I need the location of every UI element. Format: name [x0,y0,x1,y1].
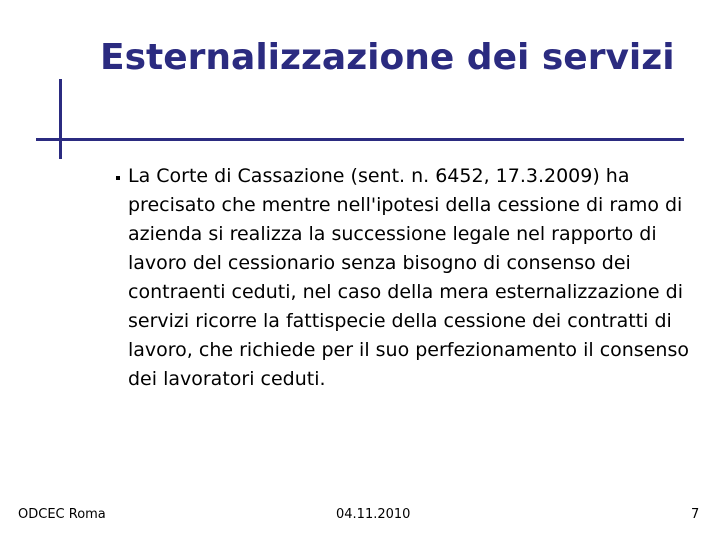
slide-title: Esternalizzazione dei servizi [100,37,675,78]
footer-date: 04.11.2010 [336,507,411,522]
square-bullet-icon [116,176,120,180]
footer-organization: ODCEC Roma [18,507,106,522]
horizontal-accent-rule [36,138,684,141]
footer-page-number: 7 [691,507,700,522]
bullet-text: La Corte di Cassazione (sent. n. 6452, 17.3.2009) ha precisato che mentre nell'ipotesi della cessione di ramo di azienda si realizza la successione legale nel rapporto di lavoro del cessionario senza bisogno di consenso dei contraenti ceduti, nel caso della mera esternalizzazione di servizi ricorre la fattispecie della cessione dei contratti di lavoro, che richiede per il suo perfezionamento il consenso dei lavoratori ceduti. [128,165,689,390]
vertical-accent-rule [59,79,62,159]
